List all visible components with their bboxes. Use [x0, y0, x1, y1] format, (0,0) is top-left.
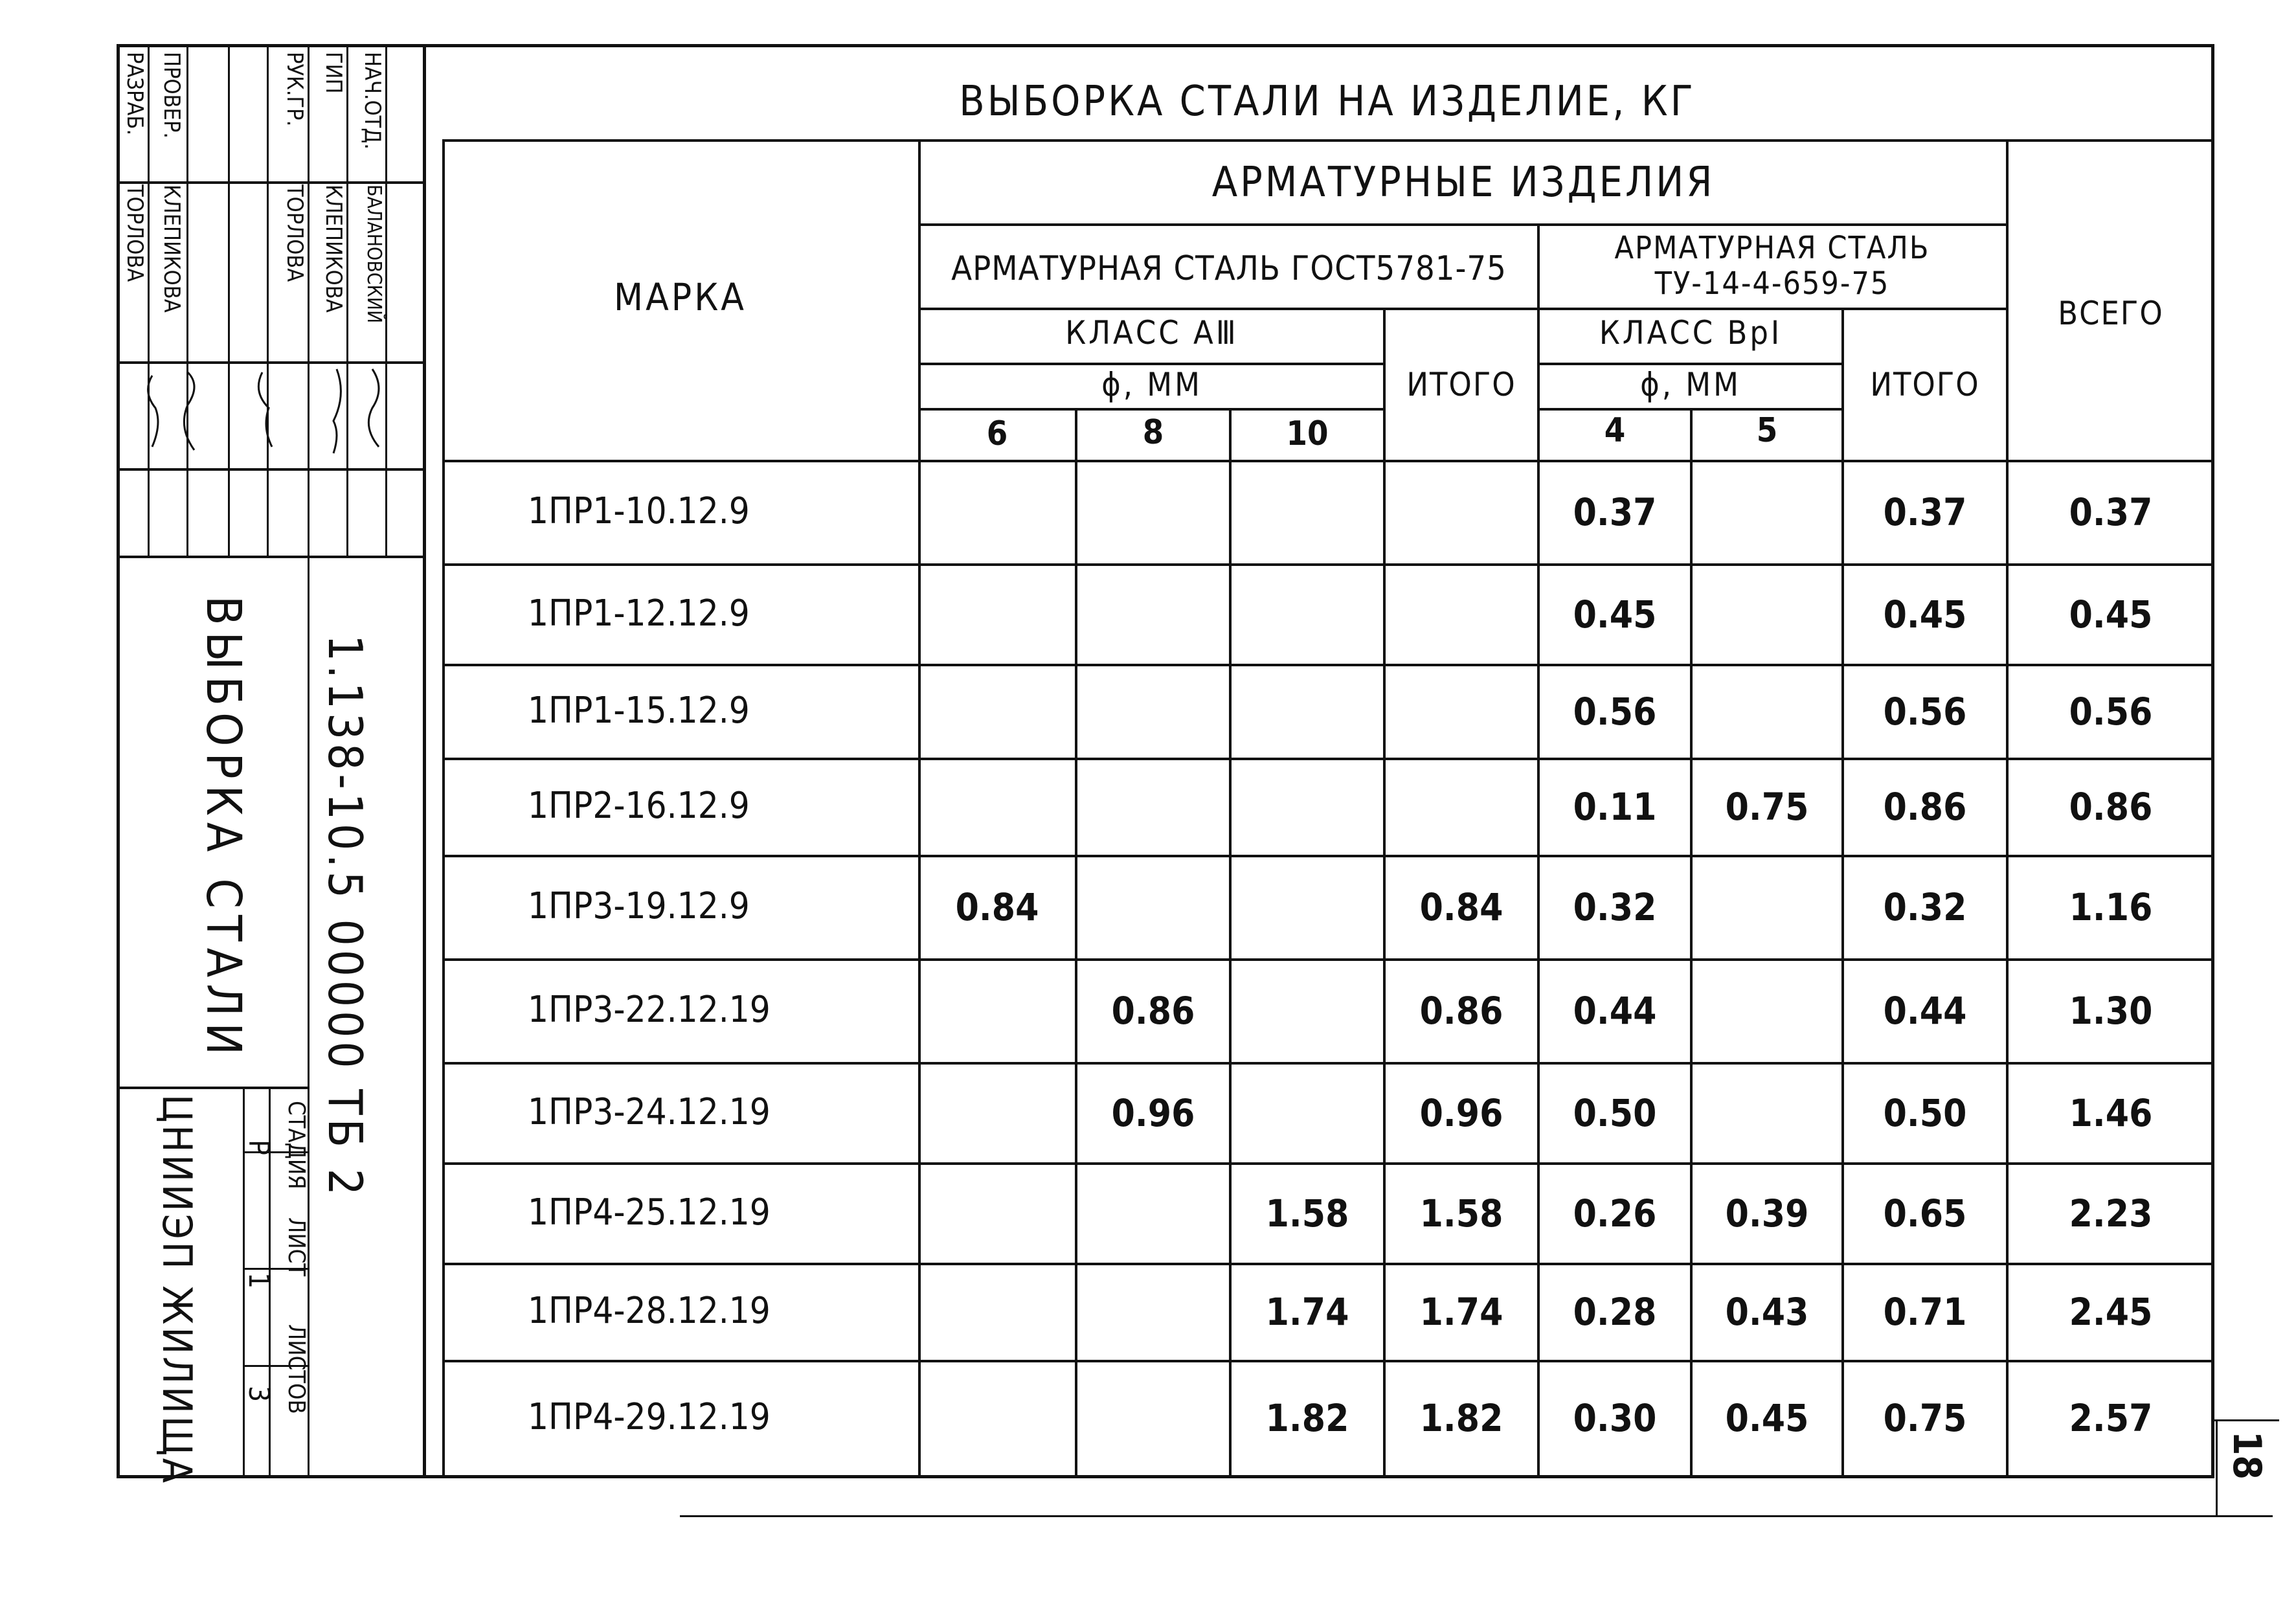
stamp-name-author: ТОРЛОВА: [122, 185, 148, 282]
cell-b4: 0.44: [1573, 989, 1657, 1033]
cell-a6: 0.84: [955, 885, 1039, 929]
cell-a10: 1.82: [1265, 1396, 1349, 1440]
stamp-stage-label: СТАДИЯ: [283, 1101, 310, 1190]
cell-t2: 0.75: [1883, 1396, 1967, 1440]
header-mark: МАРКА: [614, 275, 747, 319]
cell-all: 2.23: [2069, 1191, 2153, 1235]
cell-t1: 1.58: [1419, 1191, 1503, 1235]
cell-b4: 0.37: [1573, 490, 1657, 534]
title-underline: [442, 139, 2214, 142]
cell-b4: 0.11: [1573, 785, 1657, 829]
cell-b5: 0.43: [1725, 1290, 1809, 1334]
stamp-role-author: РАЗРАБ.: [122, 52, 148, 136]
page-number: 18: [2224, 1431, 2269, 1480]
header-steel-tu-1: АРМАТУРНАЯ СТАЛЬ: [1614, 230, 1930, 266]
row-mark: 1ПР3-22.12.19: [528, 989, 771, 1031]
cell-b4: 0.32: [1573, 885, 1657, 929]
header-d5: 5: [1756, 411, 1778, 450]
frame-top: [117, 44, 2214, 47]
stamp-name-head: БАЛАНОВСКИЙ: [363, 185, 385, 324]
stamp-stage-value: Р: [242, 1140, 275, 1155]
header-d6: 6: [986, 414, 1008, 453]
stamp-role-lead: РУК.ГР.: [282, 52, 308, 127]
cell-t2: 0.71: [1883, 1290, 1967, 1334]
cell-b5: 0.45: [1725, 1396, 1809, 1440]
bottom-extension: [680, 1515, 2273, 1517]
header-steel-tu-2: ТУ-14-4-659-75: [1654, 265, 1890, 302]
cell-a10: 1.58: [1265, 1191, 1349, 1235]
signatures: [117, 363, 424, 466]
cell-all: 0.56: [2069, 689, 2153, 734]
frame-bottom: [117, 1475, 2214, 1478]
page-num-box: [2216, 1419, 2218, 1517]
cell-all: 2.57: [2069, 1396, 2153, 1440]
stamp-role-checker: ПРОВЕР.: [159, 52, 185, 139]
cell-t2: 0.86: [1883, 785, 1967, 829]
header-diameter-a: ϕ, ММ: [1101, 366, 1202, 403]
stamp-name-checker: КЛЕПИКОВА: [159, 185, 185, 313]
cell-b4: 0.56: [1573, 689, 1657, 734]
row-mark: 1ПР4-25.12.19: [528, 1191, 771, 1234]
header-d8: 8: [1142, 413, 1164, 452]
stamp-sheets-label: ЛИСТОВ: [283, 1324, 310, 1414]
cell-t1: 1.82: [1419, 1396, 1503, 1440]
header-diameter-b: ϕ, ММ: [1640, 366, 1741, 403]
cell-t2: 0.32: [1883, 885, 1967, 929]
cell-a10: 1.74: [1265, 1290, 1349, 1334]
row-mark: 1ПР1-12.12.9: [528, 592, 750, 635]
cell-t1: 0.96: [1419, 1090, 1503, 1135]
stamp-name-lead: ТОРЛОВА: [282, 185, 308, 282]
header-total-a: ИТОГО: [1406, 366, 1516, 403]
header-total-b: ИТОГО: [1870, 366, 1980, 403]
cell-all: 1.30: [2069, 989, 2153, 1033]
header-d4: 4: [1604, 411, 1626, 450]
page-title: ВЫБОРКА СТАЛИ НА ИЗДЕЛИЕ, КГ: [959, 78, 1696, 126]
row-mark: 1ПР3-19.12.9: [528, 885, 750, 927]
cell-t2: 0.45: [1883, 592, 1967, 637]
row-mark: 1ПР3-24.12.19: [528, 1090, 771, 1133]
cell-all: 0.37: [2069, 490, 2153, 534]
header-class-bp1: КЛАСС ВрI: [1599, 314, 1783, 352]
page-num-sep: [2214, 1419, 2279, 1421]
cell-b4: 0.50: [1573, 1090, 1657, 1135]
stamp-sheet-label: ЛИСТ: [283, 1217, 310, 1276]
row-mark: 1ПР2-16.12.9: [528, 785, 750, 827]
cell-t2: 0.65: [1883, 1191, 1967, 1235]
cell-b4: 0.45: [1573, 592, 1657, 637]
cell-all: 2.45: [2069, 1290, 2153, 1334]
stamp-org: ЦНИИЭП ЖИЛИЩА: [153, 1094, 201, 1486]
stamp-sheets-value: 3: [242, 1386, 275, 1403]
cell-a8: 0.96: [1111, 1090, 1195, 1135]
cell-t1: 0.86: [1419, 989, 1503, 1033]
stamp-role-head: НАЧ.ОТД.: [359, 52, 385, 150]
cell-t2: 0.44: [1883, 989, 1967, 1033]
cell-t1: 1.74: [1419, 1290, 1503, 1334]
header-class-a3: КЛАСС АⅢ: [1065, 314, 1239, 352]
cell-b4: 0.28: [1573, 1290, 1657, 1334]
cell-a8: 0.86: [1111, 989, 1195, 1033]
stamp-doc-title: ВЫБОРКА СТАЛИ: [196, 596, 251, 1062]
stamp-doc-code: 1.138-10.5 00000 ТБ 2: [318, 635, 372, 1199]
header-steel-gost: АРМАТУРНАЯ СТАЛЬ ГОСТ5781-75: [951, 249, 1507, 288]
stamp-name-gip: КЛЕПИКОВА: [321, 185, 346, 313]
cell-b4: 0.30: [1573, 1396, 1657, 1440]
cell-b4: 0.26: [1573, 1191, 1657, 1235]
header-grand-total: ВСЕГО: [2058, 295, 2164, 332]
cell-all: 1.46: [2069, 1090, 2153, 1135]
cell-t2: 0.56: [1883, 689, 1967, 734]
cell-all: 0.86: [2069, 785, 2153, 829]
cell-all: 0.45: [2069, 592, 2153, 637]
header-products: АРМАТУРНЫЕ ИЗДЕЛИЯ: [1211, 159, 1715, 207]
row-mark: 1ПР1-10.12.9: [528, 490, 750, 532]
cell-all: 1.16: [2069, 885, 2153, 929]
stamp-role-gip: ГИП: [321, 52, 346, 94]
cell-t2: 0.37: [1883, 490, 1967, 534]
row-mark: 1ПР4-29.12.19: [528, 1396, 771, 1438]
row-mark: 1ПР1-15.12.9: [528, 689, 750, 732]
cell-t1: 0.84: [1419, 885, 1503, 929]
row-mark: 1ПР4-28.12.19: [528, 1290, 771, 1332]
cell-b5: 0.75: [1725, 785, 1809, 829]
stamp-sheet-value: 1: [242, 1272, 275, 1289]
cell-b5: 0.39: [1725, 1191, 1809, 1235]
header-d10: 10: [1286, 414, 1329, 453]
cell-t2: 0.50: [1883, 1090, 1967, 1135]
